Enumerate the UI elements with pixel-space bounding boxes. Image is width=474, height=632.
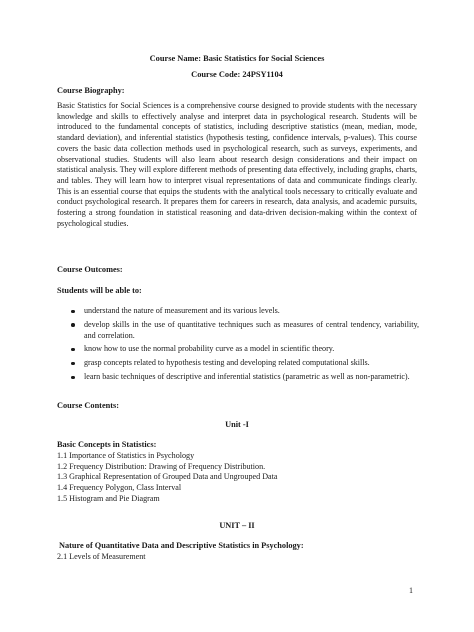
topic-item: 2.1 Levels of Measurement (57, 552, 146, 561)
unit-2-topics (57, 552, 417, 563)
outcome-item: develop skills in the use of quantitative techniques such as measures of central tendency, variability, and correlation. (57, 320, 419, 341)
biography-heading: Course Biography: (57, 86, 125, 95)
unit-1-title: Unit -I (225, 420, 249, 429)
outcome-item: grasp concepts related to hypothesis testing and developing related computational skills. (57, 358, 419, 369)
unit-2-subheading: Nature of Quantitative Data and Descriptive Statistics in Psychology: (59, 541, 304, 550)
outcomes-heading: Course Outcomes: (57, 265, 123, 274)
topic-item: 1.4 Frequency Polygon, Class Interval (57, 483, 182, 493)
unit-1-topics (57, 451, 417, 505)
unit-2-title: UNIT – II (219, 521, 255, 530)
topic-item: 1.1 Importance of Statistics in Psychology (57, 451, 195, 460)
course-code-heading: Course Code: 24PSY1104 (191, 70, 283, 79)
course-name-heading: Course Name: Basic Statistics for Social Sciences (149, 54, 325, 63)
topic-item: 1.3 Graphical Representation of Grouped Data and Ungrouped Data (57, 472, 278, 482)
page-number: 1 (409, 586, 413, 595)
unit-1-subheading: Basic Concepts in Statistics: (57, 440, 157, 449)
topic-item: 1.2 Frequency Distribution: Drawing of Frequency Distribution. (57, 461, 266, 471)
contents-heading: Course Contents: (57, 401, 119, 410)
topic-item: 1.5 Histogram and Pie Diagram (57, 493, 160, 503)
outcomes-intro: Students will be able to: (57, 286, 142, 295)
outcome-item: learn basic techniques of descriptive and inferential statistics (parametric as well as non-parametric). (57, 372, 419, 383)
outcome-item: know how to use the normal probability curve as a model in scientific theory. (57, 344, 419, 355)
outcomes-list (57, 306, 419, 386)
outcome-item: understand the nature of measurement and its various levels. (57, 306, 419, 317)
biography-paragraph: Basic Statistics for Social Sciences is a comprehensive course designed to provide students with the necessary knowledge and skills to effectively analyse and interpret data in psychological research. Students will be introduced to the fundamental concepts of statistics, including descriptive statistics (mean, median, mode, standard deviation), and inferential statistics (hypothesis testing, confidence intervals, p-values). This course covers the basic data collection methods used in psychological research, such as surveys, experiments, and observational studies. Students will also learn about research design considerations and their impact on statistical analysis. They will explore different methods of presenting data effectively, including graphs, charts, and tables. They will learn how to interpret visual representations of data and communicate findings clearly. This is an essential course that equips the students with the analytical tools necessary to critically evaluate and conduct psychological research. It prepares them for careers in research, data analysis, and academic pursuits, fostering a strong foundation in statistical reasoning and data-driven decision-making within the context of psychological studies. (57, 101, 417, 228)
